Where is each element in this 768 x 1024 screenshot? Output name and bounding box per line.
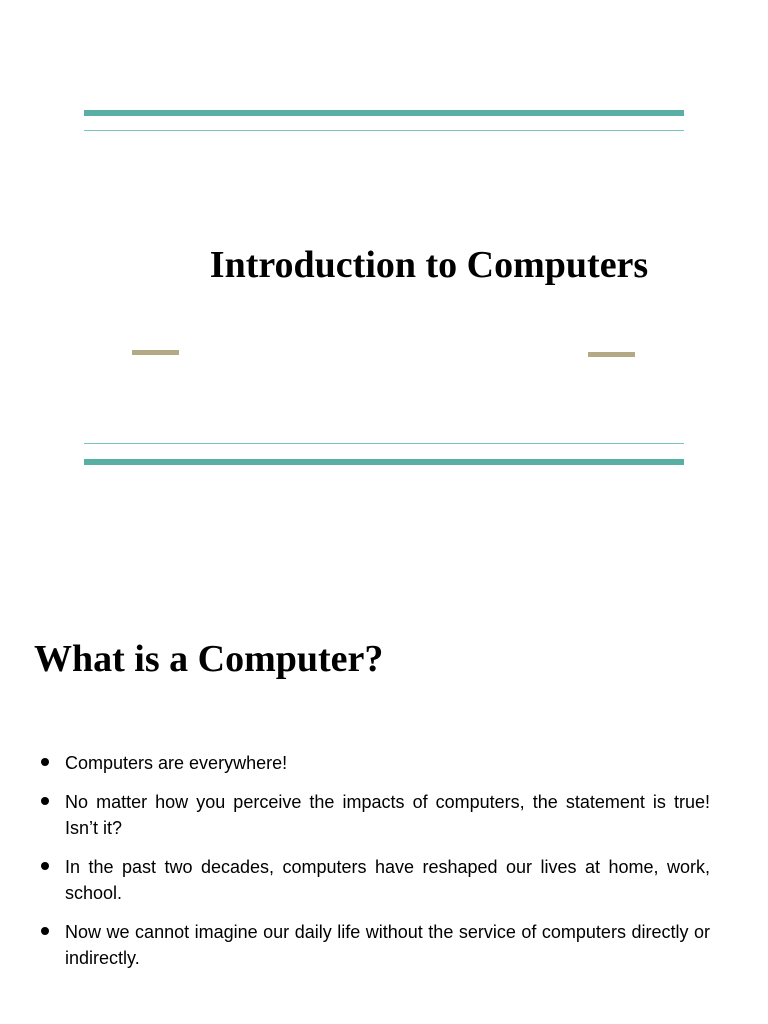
right-accent-dash (588, 352, 635, 357)
bullet-text: In the past two decades, computers have reshaped our lives at home, work, school. (65, 857, 710, 903)
bullet-text: Computers are everywhere! (65, 753, 288, 773)
bullet-dot-icon (41, 862, 49, 870)
left-accent-dash (132, 350, 179, 355)
bullet-dot-icon (41, 927, 49, 935)
bullet-item (38, 919, 710, 971)
top-thick-rule (84, 110, 684, 116)
bullet-dot-icon (41, 758, 49, 766)
section-heading: What is a Computer? (34, 638, 384, 680)
bottom-thin-rule (84, 443, 684, 444)
bullet-dot-icon (41, 797, 49, 805)
bullet-item (38, 854, 710, 906)
bullet-item (38, 789, 710, 841)
top-thin-rule (84, 130, 684, 131)
bullet-item (38, 750, 710, 776)
slide-title: Introduction to Computers (209, 244, 649, 286)
bullet-text: No matter how you perceive the impacts of computers, the statement is true! Isn’t it? (65, 792, 710, 838)
bottom-thick-rule (84, 459, 684, 465)
bullet-list (38, 750, 710, 984)
bullet-text: Now we cannot imagine our daily life without the service of computers directly or indirectly. (65, 922, 710, 968)
